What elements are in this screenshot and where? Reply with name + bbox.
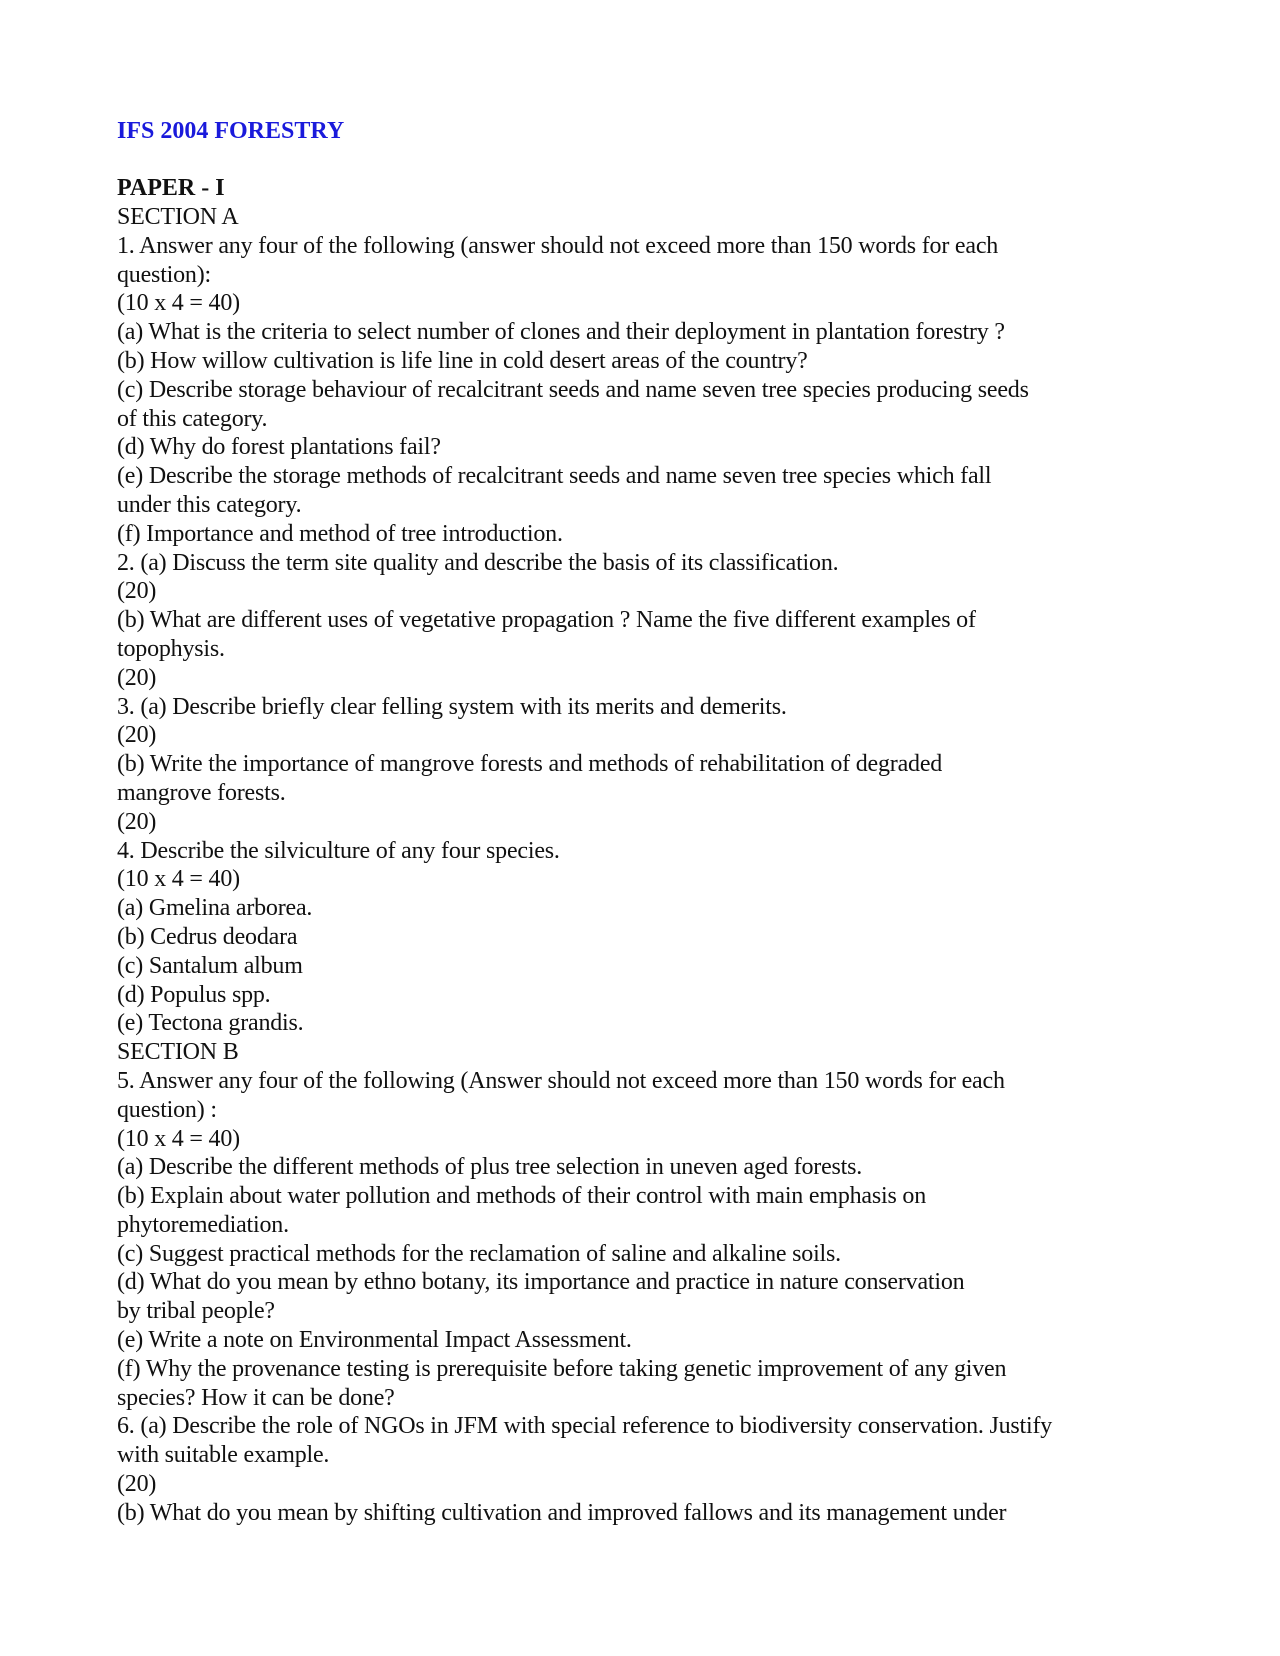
text-line: of this category. — [117, 405, 268, 432]
text-line: with suitable example. — [117, 1442, 330, 1469]
text-line: (d) Populus spp. — [117, 981, 271, 1008]
question-list — [117, 203, 1147, 1528]
text-line: (d) What do you mean by ethno botany, its importance and practice in nature conservation — [117, 1269, 965, 1296]
text-line: phytoremediation. — [117, 1211, 289, 1238]
text-line: mangrove forests. — [117, 779, 286, 806]
text-line: 6. (a) Describe the role of NGOs in JFM with special reference to biodiversity conservation. Justify — [117, 1413, 1053, 1440]
text-line: (b) Write the importance of mangrove forests and methods of rehabilitation of degraded — [117, 751, 943, 778]
text-line: 2. (a) Discuss the term site quality and describe the basis of its classification. — [117, 549, 839, 576]
text-line: 1. Answer any four of the following (answer should not exceed more than 150 words for each — [117, 232, 999, 259]
paper-heading: PAPER - I — [117, 175, 225, 201]
text-line: (b) How willow cultivation is life line in cold desert areas of the country? — [117, 347, 808, 374]
text-line: (b) Explain about water pollution and methods of their control with main emphasis on — [117, 1183, 927, 1210]
text-line: (b) Cedrus deodara — [117, 923, 298, 950]
text-line: 4. Describe the silviculture of any four species. — [117, 837, 560, 864]
text-line: (a) What is the criteria to select number of clones and their deployment in plantation forestry ? — [117, 319, 1005, 346]
text-line: question): — [117, 261, 211, 288]
text-line: (e) Describe the storage methods of recalcitrant seeds and name seven tree species which fall — [117, 463, 992, 490]
text-line: (e) Write a note on Environmental Impact Assessment. — [117, 1327, 632, 1354]
text-line: (10 x 4 = 40) — [117, 1125, 240, 1152]
text-line: 5. Answer any four of the following (Answer should not exceed more than 150 words for each — [117, 1067, 1005, 1094]
text-line: SECTION B — [117, 1039, 239, 1066]
text-line: SECTION A — [117, 204, 239, 230]
text-line: (20) — [117, 808, 157, 835]
text-line: (f) Importance and method of tree introduction. — [117, 520, 563, 547]
text-line: (b) What are different uses of vegetative propagation ? Name the five different examples of — [117, 607, 976, 634]
text-line: 3. (a) Describe briefly clear felling system with its merits and demerits. — [117, 693, 787, 720]
text-line: (a) Gmelina arborea. — [117, 895, 313, 922]
text-line: (c) Describe storage behaviour of recalcitrant seeds and name seven tree species producing seeds — [117, 376, 1029, 403]
document-title: IFS 2004 FORESTRY — [117, 118, 345, 144]
text-line: under this category. — [117, 491, 302, 518]
text-line: (a) Describe the different methods of plus tree selection in uneven aged forests. — [117, 1154, 863, 1181]
text-line: (10 x 4 = 40) — [117, 290, 240, 317]
text-line: by tribal people? — [117, 1298, 275, 1325]
text-line: (20) — [117, 664, 157, 691]
text-line: (20) — [117, 1471, 157, 1498]
text-line: topophysis. — [117, 635, 225, 662]
text-line: (20) — [117, 722, 157, 749]
text-line: question) : — [117, 1096, 217, 1123]
text-line: (f) Why the provenance testing is prerequisite before taking genetic improvement of any given — [117, 1355, 1007, 1382]
text-line: species? How it can be done? — [117, 1384, 395, 1411]
text-line: (b) What do you mean by shifting cultivation and improved fallows and its management under — [117, 1499, 1007, 1526]
document-body — [117, 116, 1147, 1528]
spacer — [117, 146, 1147, 174]
text-line: (c) Suggest practical methods for the reclamation of saline and alkaline soils. — [117, 1240, 841, 1267]
text-line: (20) — [117, 578, 157, 605]
text-line: (e) Tectona grandis. — [117, 1010, 304, 1037]
text-line: (c) Santalum album — [117, 952, 303, 979]
text-line: (d) Why do forest plantations fail? — [117, 434, 441, 461]
text-line: (10 x 4 = 40) — [117, 866, 240, 893]
